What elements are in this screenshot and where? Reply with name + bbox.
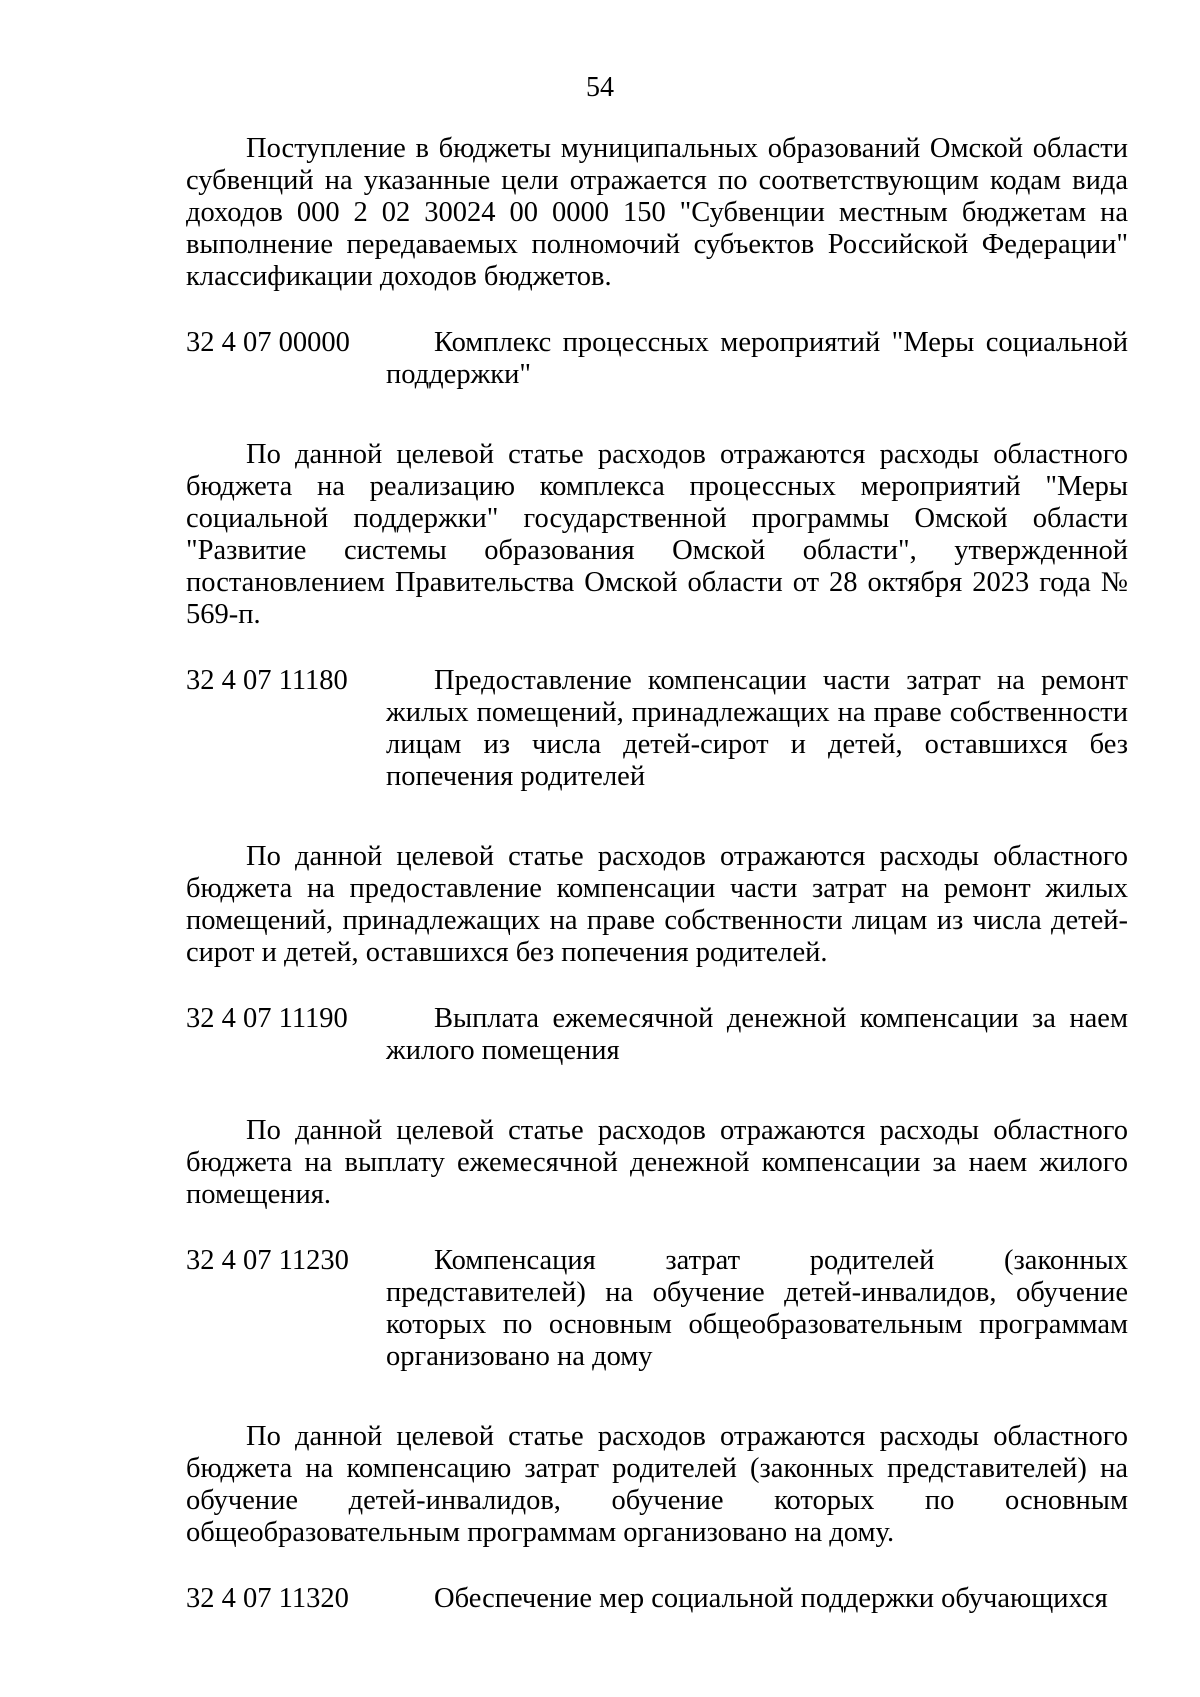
document-body: [186, 133, 1128, 1615]
spacer: [186, 1373, 1128, 1421]
spacer: [186, 1211, 1128, 1245]
paragraph-entry-description: По данной целевой статье расходов отражаются расходы областного бюджета на компенсацию затрат родителей (законных представителей) на обучение детей-инвалидов, обучение которых по основным общеобразовательным программам организовано на дому.: [186, 1421, 1128, 1548]
budget-entry-32-4-07-11180: [186, 665, 1128, 793]
paragraph-subvention-receipts: Поступление в бюджеты муниципальных образований Омской области субвенций на указанные цели отражается по соответствующим кодам вида доходов 000 2 02 30024 00 0000 150 "Субвенции местным бюджетам на выполнение передаваемых полномочий субъектов Российской Федерации" классификации доходов бюджетов.: [186, 133, 1128, 292]
spacer: [186, 793, 1128, 841]
paragraph-entry-description: По данной целевой статье расходов отражаются расходы областного бюджета на выплату ежемесячной денежной компенсации за наем жилого помещения.: [186, 1115, 1128, 1210]
spacer: [186, 1067, 1128, 1115]
budget-entry-title: Компенсация затрат родителей (законных представителей) на обучение детей-инвалидов, обучение которых по основным общеобразовательным программам организовано на дому: [386, 1245, 1128, 1372]
budget-entry-title: Комплекс процессных мероприятий "Меры социальной поддержки": [386, 327, 1128, 390]
budget-code: 32 4 07 11320: [186, 1583, 349, 1614]
budget-entry-32-4-07-11230: [186, 1245, 1128, 1373]
paragraph-entry-description: По данной целевой статье расходов отражаются расходы областного бюджета на реализацию комплекса процессных мероприятий "Меры социальной поддержки" государственной программы Омской области "Развитие системы образования Омской области", утвержденной постановлением Правительства Омской области от 28 октября 2023 года № 569-п.: [186, 439, 1128, 630]
spacer: [186, 1549, 1128, 1583]
spacer: [186, 293, 1128, 327]
budget-entry-32-4-07-11320: [186, 1583, 1128, 1615]
budget-entry-title: Выплата ежемесячной денежной компенсации за наем жилого помещения: [386, 1003, 1128, 1066]
spacer: [186, 391, 1128, 439]
budget-entry-title: Предоставление компенсации части затрат на ремонт жилых помещений, принадлежащих на праве собственности лицам из числа детей-сирот и детей, оставшихся без попечения родителей: [386, 665, 1128, 792]
budget-entry-title: Обеспечение мер социальной поддержки обучающихся: [434, 1583, 1108, 1614]
budget-code: 32 4 07 11190: [186, 1003, 348, 1034]
page-number: 54: [586, 72, 614, 103]
paragraph-entry-description: По данной целевой статье расходов отражаются расходы областного бюджета на предоставление компенсации части затрат на ремонт жилых помещений, принадлежащих на праве собственности лицам из числа детей-сирот и детей, оставшихся без попечения родителей.: [186, 841, 1128, 968]
spacer: [186, 631, 1128, 665]
budget-code: 32 4 07 00000: [186, 327, 350, 358]
spacer: [186, 969, 1128, 1003]
budget-entry-32-4-07-00000: [186, 327, 1128, 391]
budget-entry-32-4-07-11190: [186, 1003, 1128, 1067]
budget-code: 32 4 07 11230: [186, 1245, 349, 1276]
budget-code: 32 4 07 11180: [186, 665, 348, 696]
